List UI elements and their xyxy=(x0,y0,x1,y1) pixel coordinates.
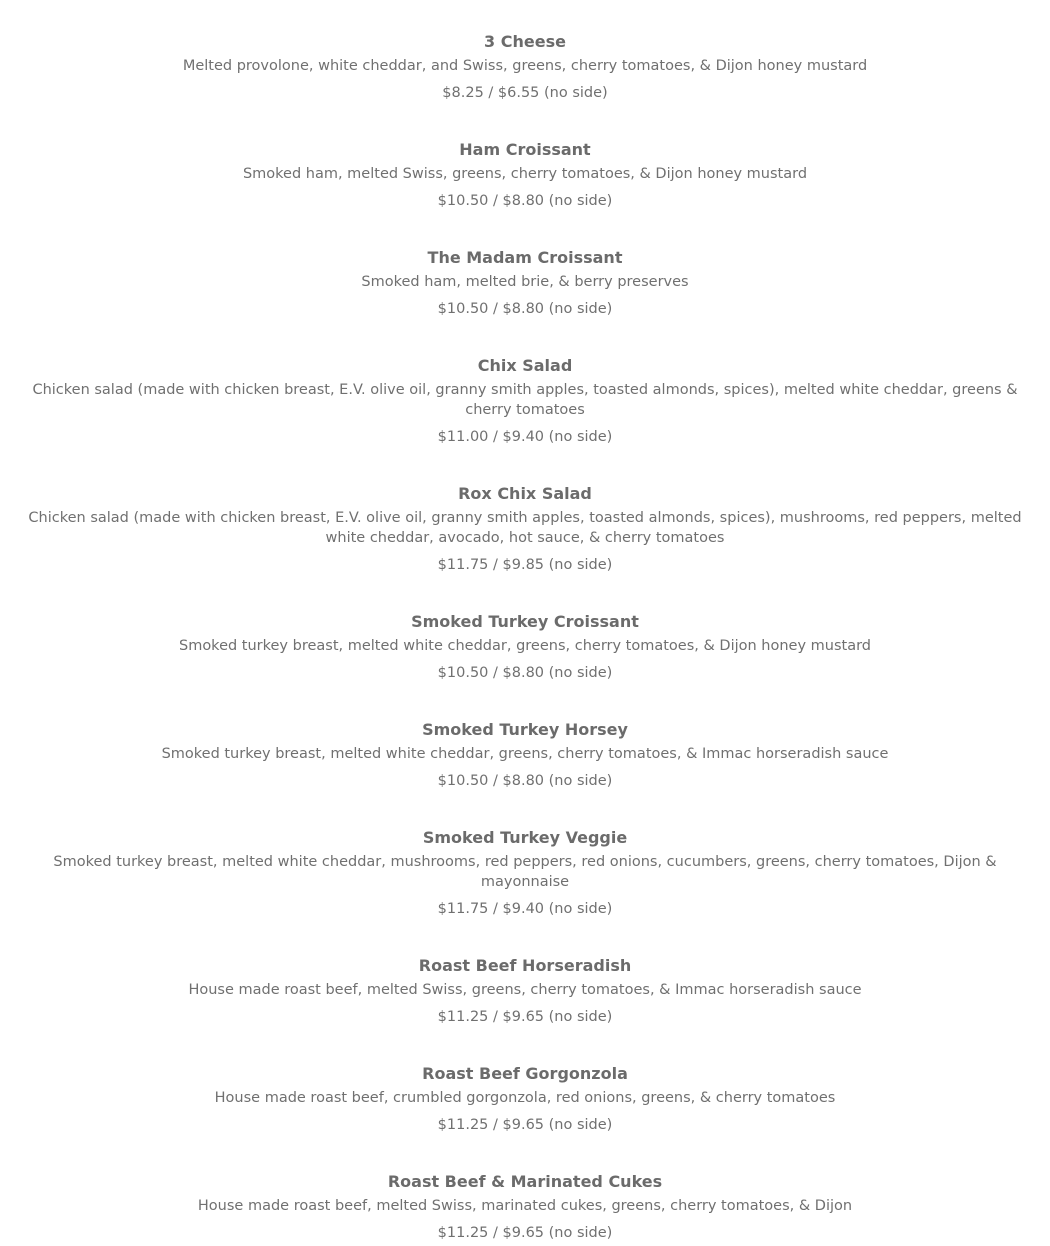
item-name: Chix Salad xyxy=(477,356,573,375)
item-description: Melted provolone, white cheddar, and Swiss, greens, cherry tomatoes, & Dijon honey mustard xyxy=(182,58,868,74)
item-name: Ham Croissant xyxy=(459,140,591,159)
item-price: $8.25 / $6.55 (no side) xyxy=(442,85,608,101)
item-price: $11.25 / $9.65 (no side) xyxy=(437,1009,613,1025)
menu-item-ham-croissant xyxy=(0,140,1050,212)
menu-item-roast-beef-marinated-cukes xyxy=(0,1172,1050,1244)
menu-item-chix-salad xyxy=(0,356,1050,448)
item-name: Rox Chix Salad xyxy=(458,484,592,503)
item-price: $11.25 / $9.65 (no side) xyxy=(437,1225,613,1241)
item-price: $11.75 / $9.85 (no side) xyxy=(437,557,613,573)
menu-item-3-cheese xyxy=(0,32,1050,104)
item-price: $11.25 / $9.65 (no side) xyxy=(437,1117,613,1133)
item-description: House made roast beef, melted Swiss, marinated cukes, greens, cherry tomatoes, & Dijon xyxy=(197,1198,853,1214)
item-description: Smoked ham, melted Swiss, greens, cherry tomatoes, & Dijon honey mustard xyxy=(242,166,808,182)
item-name: The Madam Croissant xyxy=(427,248,623,267)
menu-item-roast-beef-horseradish xyxy=(0,956,1050,1028)
item-price: $10.50 / $8.80 (no side) xyxy=(437,665,613,681)
menu-item-smoked-turkey-veggie xyxy=(0,828,1050,920)
menu-item-smoked-turkey-horsey xyxy=(0,720,1050,792)
item-description: Chicken salad (made with chicken breast, E.V. olive oil, granny smith apples, toasted almonds, spices), melted white cheddar, greens & cherry tomatoes xyxy=(32,382,1018,418)
item-description: Smoked ham, melted brie, & berry preserves xyxy=(361,274,689,290)
item-description: Smoked turkey breast, melted white cheddar, greens, cherry tomatoes, & Immac horseradish sauce xyxy=(161,746,889,762)
menu-item-rox-chix-salad xyxy=(0,484,1050,576)
item-name: 3 Cheese xyxy=(484,32,566,51)
item-price: $11.00 / $9.40 (no side) xyxy=(437,429,613,445)
menu-item-madam-croissant xyxy=(0,248,1050,320)
menu-item-roast-beef-gorgonzola xyxy=(0,1064,1050,1136)
item-name: Roast Beef Horseradish xyxy=(418,956,632,975)
item-name: Roast Beef & Marinated Cukes xyxy=(387,1172,663,1191)
item-name: Smoked Turkey Horsey xyxy=(422,720,628,739)
item-price: $11.75 / $9.40 (no side) xyxy=(437,901,613,917)
item-price: $10.50 / $8.80 (no side) xyxy=(437,773,613,789)
menu-item-smoked-turkey-croissant xyxy=(0,612,1050,684)
item-price: $10.50 / $8.80 (no side) xyxy=(437,193,613,209)
item-price: $10.50 / $8.80 (no side) xyxy=(437,301,613,317)
item-description: Chicken salad (made with chicken breast, E.V. olive oil, granny smith apples, toasted almonds, spices), mushrooms, red peppers, melted white cheddar, avocado, hot sauce, & cherry tomatoes xyxy=(28,510,1022,546)
item-description: Smoked turkey breast, melted white cheddar, greens, cherry tomatoes, & Dijon honey mustard xyxy=(178,638,872,654)
item-name: Smoked Turkey Veggie xyxy=(422,828,628,847)
item-name: Smoked Turkey Croissant xyxy=(411,612,639,631)
item-description: House made roast beef, melted Swiss, greens, cherry tomatoes, & Immac horseradish sauce xyxy=(188,982,862,998)
item-name: Roast Beef Gorgonzola xyxy=(422,1064,628,1083)
item-description: House made roast beef, crumbled gorgonzola, red onions, greens, & cherry tomatoes xyxy=(214,1090,836,1106)
item-description: Smoked turkey breast, melted white cheddar, mushrooms, red peppers, red onions, cucumbers, greens, cherry tomatoes, Dijon & mayonnaise xyxy=(53,854,997,890)
